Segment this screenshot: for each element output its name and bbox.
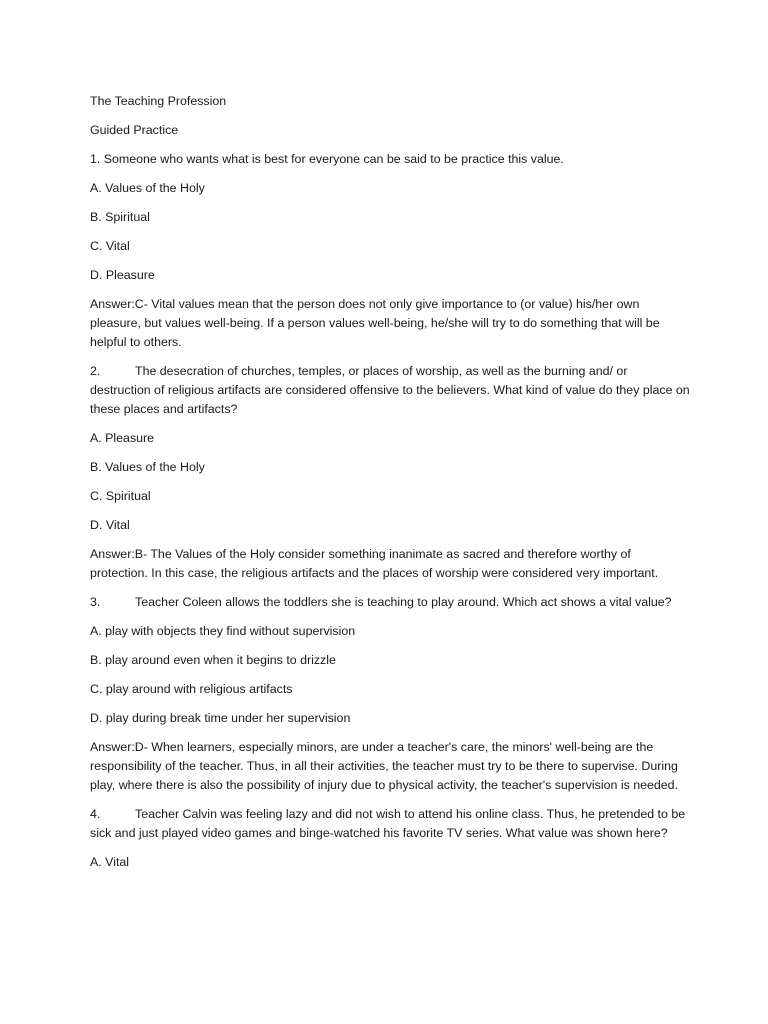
question-2-text: The desecration of churches, temples, or places of worship, as well as the burning and/ or destruction of religious artifacts are considered offensive to the believers. What kind of value do they place on these places and artifacts? (90, 364, 690, 416)
question-3-option-a: A. play with objects they find without supervision (90, 624, 356, 638)
question-1-option-b: B. Spiritual (90, 210, 150, 224)
question-1-option-c: C. Vital (90, 239, 130, 253)
question-1-option-d: D. Pleasure (90, 268, 155, 282)
question-3-answer: Answer:D- When learners, especially minors, are under a teacher's care, the minors' well-being are the responsibility of the teacher. Thus, in all their activities, the teacher must try to be there to supervise. During play, where there is also the possibility of injury due to physical activity, the teacher's supervision is needed. (90, 740, 679, 792)
question-2-answer: Answer:B- The Values of the Holy consider something inanimate as sacred and therefore worthy of protection. In this case, the religious artifacts and the places of worship were considered very important. (90, 547, 659, 580)
question-4-prompt (90, 805, 690, 843)
question-3-text: Teacher Coleen allows the toddlers she is teaching to play around. Which act shows a vital value? (135, 595, 672, 609)
question-3-option-c: C. play around with religious artifacts (90, 682, 293, 696)
question-3-number: 3. (90, 595, 101, 609)
question-1-option-a: A. Values of the Holy (90, 181, 205, 195)
question-2-number: 2. (90, 364, 101, 378)
document-title: The Teaching Profession (90, 94, 227, 108)
question-3-prompt (90, 593, 690, 612)
question-2-prompt (90, 362, 690, 419)
question-4-option-a: A. Vital (90, 855, 130, 869)
question-4-number: 4. (90, 807, 101, 821)
question-1-answer: Answer:C- Vital values mean that the person does not only give importance to (or value) his/her own pleasure, but values well-being. If a person values well-being, he/she will try to do something that will be helpful to others. (90, 297, 660, 349)
question-2-option-c: C. Spiritual (90, 489, 151, 503)
question-3-option-b: B. play around even when it begins to drizzle (90, 653, 336, 667)
question-2-option-a: A. Pleasure (90, 431, 155, 445)
document-subtitle: Guided Practice (90, 123, 179, 137)
document-body (90, 92, 690, 882)
question-2-option-b: B. Values of the Holy (90, 460, 205, 474)
question-2-option-d: D. Vital (90, 518, 130, 532)
question-4-text: Teacher Calvin was feeling lazy and did not wish to attend his online class. Thus, he pretended to be sick and just played video games and binge-watched his favorite TV series. What value was shown here? (90, 807, 686, 840)
question-3-option-d: D. play during break time under her supervision (90, 711, 351, 725)
question-1-prompt: 1. Someone who wants what is best for everyone can be said to be practice this value. (90, 152, 564, 166)
